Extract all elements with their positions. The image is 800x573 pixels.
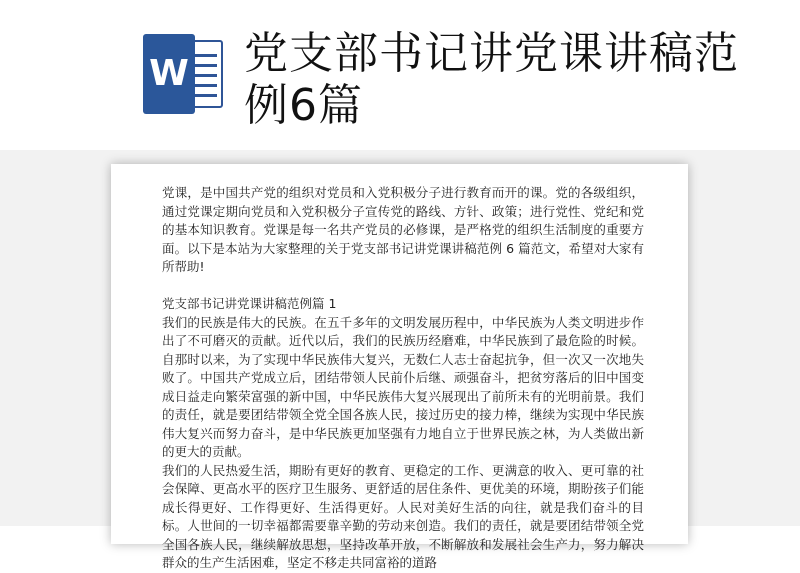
body-paragraph-1: 我们的民族是伟大的民族。在五千多年的文明发展历程中，中华民族为人类文明进步作出了不可磨灭的贡献。近代以后，我们的民族历经磨难，中华民族到了最危险的时候。自那时以来，为了实现中华民族伟大复兴，无数仁人志士奋起抗争，但一次又一次地失败了。中国共产党成立后，团结带领人民前仆后继、顽强奋斗，把贫穷落后的旧中国变成日益走向繁荣富强的新中国，中华民族伟大复兴展现出了前所未有的光明前景。我们的责任，就是要团结带领全党全国各族人民，接过历史的接力棒，继续为实现中华民族伟大复兴而努力奋斗，是中华民族更加坚强有力地自立于世界民族之林，为人类做出新的更大的贡献。 [162, 314, 644, 459]
section-heading: 党支部书记讲党课讲稿范例篇 1 [162, 296, 337, 311]
document-page-preview [111, 164, 688, 570]
document-title: 党支部书记讲党课讲稿范例6篇 [244, 28, 739, 131]
paragraph-gap [162, 277, 644, 296]
word-document-icon [139, 34, 225, 114]
word-logo-letter: W [143, 34, 195, 114]
document-body [162, 184, 644, 573]
body-paragraph-2: 我们的人民热爱生活，期盼有更好的教育、更稳定的工作、更满意的收入、更可靠的社会保障、更高水平的医疗卫生服务、更舒适的居住条件、更优美的环境，期盼孩子们能成长得更好、工作得更好、生活得更好。人民对美好生活的向往，就是我们奋斗的目标。人世间的一切幸福都需要靠辛勤的劳动来创造。我们的责任，就是要团结带领全党全国各族人民，继续解放思想，坚持改革开放，不断解放和发展社会生产力，努力解决群众的生产生活困难，坚定不移走共同富裕的道路 [162, 462, 644, 570]
intro-paragraph: 党课，是中国共产党的组织对党员和入党积极分子进行教育而开的课。党的各级组织，通过党课定期向党员和入党积极分子宣传党的路线、方针、政策；进行党性、党纪和党的基本知识教育。党课是每一名共产党员的必修课，是严格党的组织生活制度的重要方面。以下是本站为大家整理的关于党支部书记讲党课讲稿范例 6 篇范文，希望对大家有所帮助! [162, 185, 644, 274]
